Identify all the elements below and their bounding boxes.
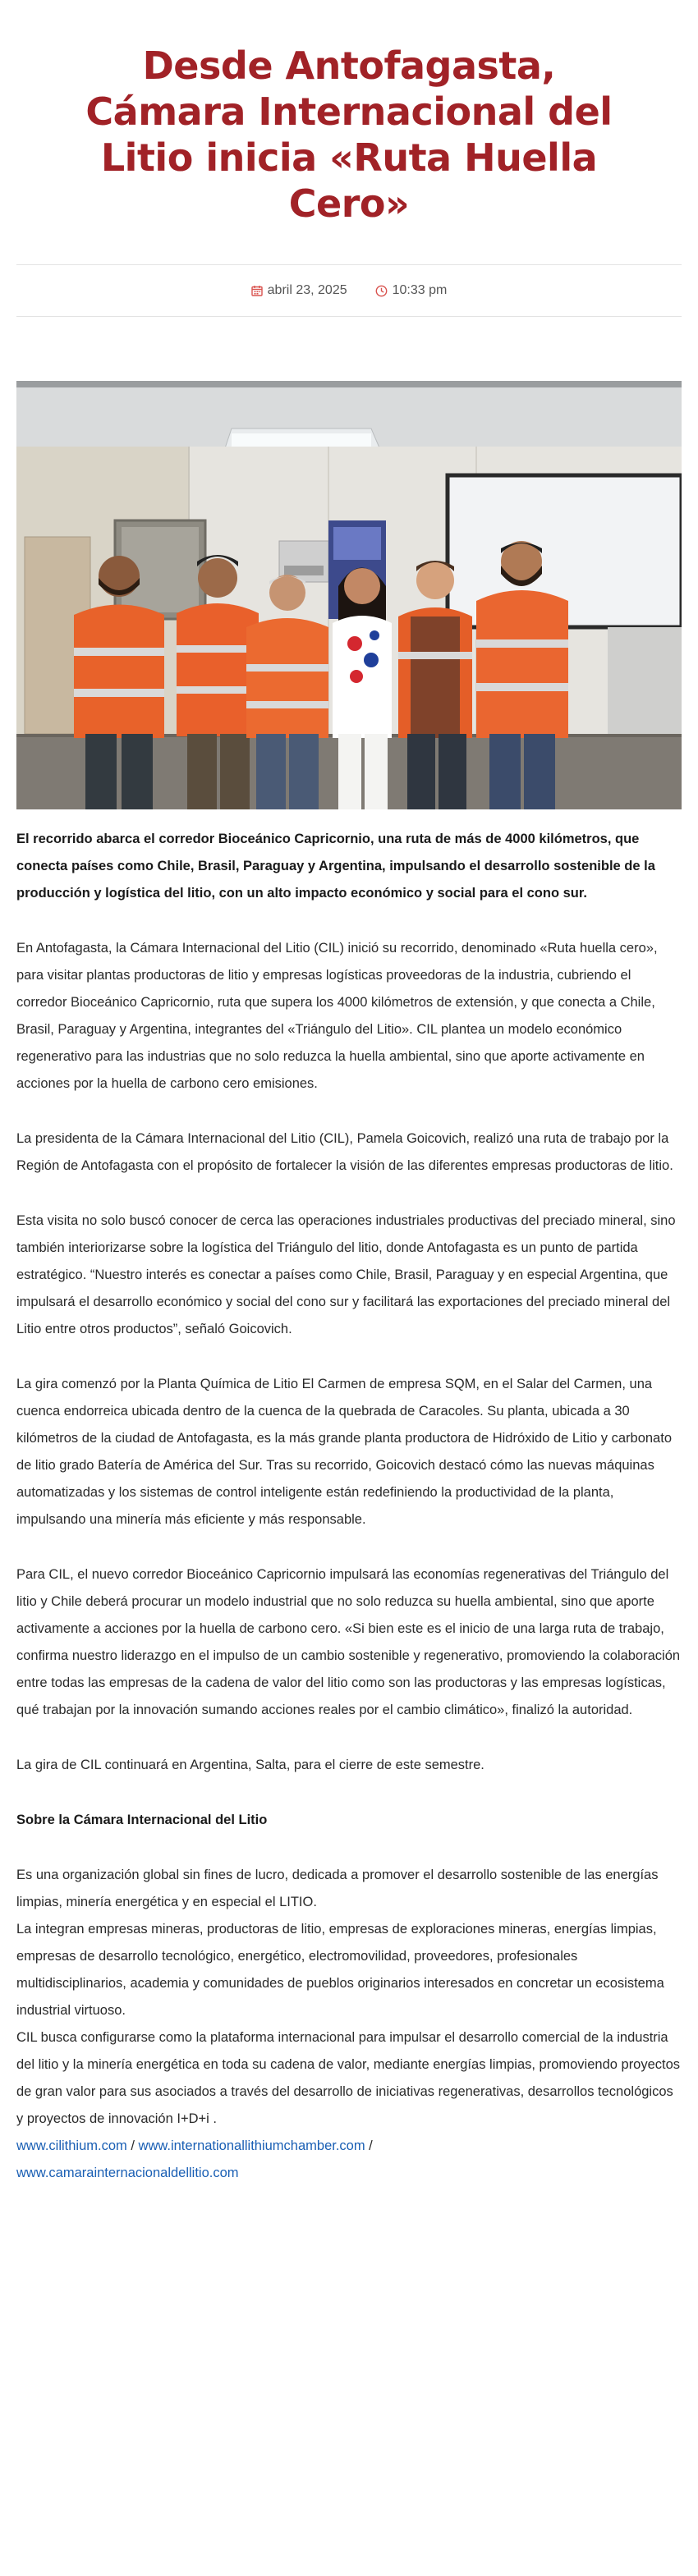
article-paragraph-4: La gira comenzó por la Planta Química de Litio El Carmen de empresa SQM, en el Salar del Carmen, una cuenca endorreica ubicada dentro de la cuenca de la quebrada de Caracoles. Su planta, ubicada a 30 kilómetros de la ciudad de Antofagasta, es la más grande planta productora de Hidróxido de Litio y carbonato de litio grado Batería de América del Sur. Tras su recorrido, Goicovich destacó cómo las nuevas máquinas automatizadas y los sistemas de control inteligente están redefiniendo la productividad de la planta, impulsando una minería más eficiente y más responsable.	[16, 1377, 672, 1527]
about-line-2: La integran empresas mineras, productoras de litio, empresas de exploraciones mineras, energías limpias, empresas de desarrollo tecnológico, energético, electromovilidad, proveedores, profesionales multidisciplinarios, academia y comunidades de pueblos originarios interesados en concretar un ecosistema industrial virtuoso.	[16, 1922, 664, 2018]
post-time	[375, 283, 448, 298]
link-cilithium[interactable]: www.cilithium.com	[16, 2138, 127, 2153]
post-meta	[16, 264, 682, 317]
link-camarainternacionaldellitio[interactable]: www.camarainternacionaldellitio.com	[16, 2166, 239, 2180]
about-heading: Sobre la Cámara Internacional del Litio	[16, 1813, 268, 1827]
article-body	[16, 826, 682, 2187]
link-separator-2: /	[365, 2138, 373, 2153]
article-title: Desde Antofagasta, Cámara Internacional del Litio inicia «Ruta Huella Cero»	[85, 44, 613, 226]
post-date-text: abril 23, 2025	[267, 283, 347, 297]
about-line-1: Es una organización global sin fines de lucro, dedicada a promover el desarrollo sostenible de las energías limpias, minería energética y en especial el LITIO.	[16, 1868, 659, 1909]
article-photo	[16, 381, 682, 809]
about-line-3: CIL busca configurarse como la plataforma internacional para impulsar el desarrollo comercial de la industria del litio y la minería energética en toda su cadena de valor, mediante energías limpias, promoviendo proyectos de gran valor para sus asociados a través del desarrollo de iniciativas regenerativas, desarrollos tecnológicos y proyectos de innovación I+D+i .	[16, 2030, 681, 2126]
post-date	[251, 283, 347, 298]
link-separator-1: /	[126, 2138, 139, 2153]
link-internationallithiumchamber[interactable]: www.internationallithiumchamber.com	[138, 2138, 365, 2153]
article-paragraph-1: En Antofagasta, la Cámara Internacional del Litio (CIL) inició su recorrido, denominado «Ruta huella cero», para visitar plantas productoras de litio y empresas logísticas proveedoras de la industria, cubriendo el corredor Bioceánico Capricornio, ruta que supera los 4000 kilómetros de extensión, y que conecta a Chile, Brasil, Paraguay y Argentina, integrantes del «Triángulo del Litio». CIL plantea un modelo económico regenerativo para las industrias que no solo reduzca la huella ambiental, sino que aporte activamente en acciones por la huella de carbono cero emisiones.	[16, 941, 658, 1091]
article-lead: El recorrido abarca el corredor Bioceánico Capricornio, una ruta de más de 4000 kilómetros, que conecta países como Chile, Brasil, Paraguay y Argentina, impulsando el desarrollo sostenible de la producción y logística del litio, con un alto impacto económico y social para el cono sur.	[16, 832, 655, 901]
article-paragraph-3: Esta visita no solo buscó conocer de cerca las operaciones industriales productivas del preciado mineral, sino también interiorizarse sobre la logística del Triángulo del litio, donde Antofagasta es un punto de partida estratégico. “Nuestro interés es conectar a países como Chile, Brasil, Paraguay y en especial Argentina, que impulsará el desarrollo económico y social del cono sur y facilitará las exportaciones del preciado mineral del Litio entre otros productos”, señaló Goicovich.	[16, 1213, 676, 1336]
calendar-icon	[251, 285, 263, 296]
post-time-text: 10:33 pm	[392, 283, 448, 297]
article-page	[0, 43, 698, 2187]
article-paragraph-5: Para CIL, el nuevo corredor Bioceánico Capricornio impulsará las economías regenerativas del Triángulo del litio y Chile deberá procurar un modelo industrial que no solo reduzca su huella ambiental, sino que aporte activamente a acciones por la huella de carbono cero. «Si bien este es el inicio de una larga ruta de trabajo, confirma nuestro liderazgo en el impulso de un cambio sostenible y regenerativo, promoviendo la colaboración entre todas las empresas de la cadena de valor del litio como son las productoras y las empresas logísticas, qué trabajan por la innovación sumando acciones reales por el cambio climático», finalizó la autoridad.	[16, 1567, 681, 1717]
clock-icon	[375, 285, 388, 297]
about-links	[16, 2133, 682, 2187]
article-paragraph-2: La presidenta de la Cámara Internacional del Litio (CIL), Pamela Goicovich, realizó una ruta de trabajo por la Región de Antofagasta con el propósito de fortalecer la visión de las diferentes empresas productoras de litio.	[16, 1131, 673, 1173]
article-paragraph-6: La gira de CIL continuará en Argentina, Salta, para el cierre de este semestre.	[16, 1758, 484, 1772]
